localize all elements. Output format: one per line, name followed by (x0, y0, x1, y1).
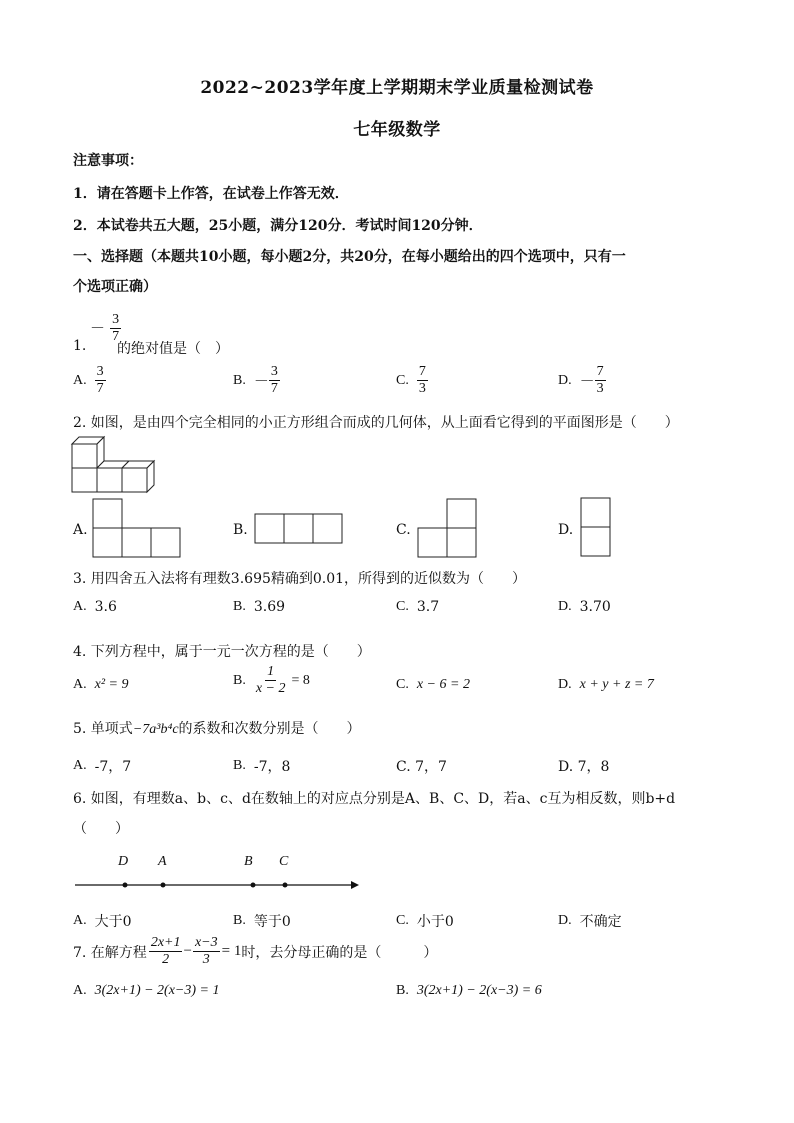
point-a (161, 883, 166, 888)
q4-stem: 4. 下列方程中，属于一元一次方程的是（ ） (73, 644, 371, 660)
q1-fraction: － $\frac{3}{7}$ (90, 312, 120, 345)
q7-option-b[interactable]: B. 3(2x+1) − 2(x−3) = 6 (396, 983, 542, 998)
q5-option-c[interactable]: C. 7，7 (396, 759, 447, 775)
q4-option-c[interactable]: C. x − 6 = 2 (396, 677, 470, 692)
q5-option-a[interactable]: A. -7，7 (73, 758, 132, 775)
q2-option-a-label[interactable]: A. (73, 522, 88, 538)
q2-option-a-figure[interactable] (93, 499, 181, 557)
q3-option-c[interactable]: C. 3.7 (396, 599, 440, 615)
q3-option-a[interactable]: A. 3.6 (73, 599, 117, 615)
q1-number: 1. (73, 338, 87, 354)
q6-option-d[interactable]: D. 不确定 (558, 913, 622, 930)
q6-option-a[interactable]: A. 大于0 (73, 913, 132, 930)
exam-title: 2022~2023学年度上学期期末学业质量检测试卷 (200, 78, 594, 98)
q6-number-line (75, 850, 360, 895)
q2-option-c-figure[interactable] (418, 499, 478, 557)
point-label-c: C (279, 854, 289, 869)
point-label-a: A (158, 854, 167, 869)
q3-option-b[interactable]: B. 3.69 (233, 599, 286, 615)
q1-option-a[interactable]: A. $\frac{3}{7}$ (73, 364, 104, 397)
q2-option-b-label[interactable]: B. (233, 522, 248, 538)
point-label-d: D (118, 854, 129, 869)
exam-subtitle: 七年级数学 (353, 120, 441, 140)
q3-option-d[interactable]: D. 3.70 (558, 599, 611, 615)
q7-option-a[interactable]: A. 3(2x+1) − 2(x−3) = 1 (73, 983, 220, 998)
axis-arrow (351, 881, 359, 889)
q5-option-d[interactable]: D. 7，8 (558, 759, 610, 775)
q2-option-d-figure[interactable] (581, 498, 611, 556)
q6-paren: （ ） (73, 821, 129, 837)
q5-stem: 5. 单项式−7a³b⁴c的系数和次数分别是（ ） (73, 721, 361, 737)
q2-stem: 2. 如图，是由四个完全相同的小正方形组合而成的几何体，从上面看它得到的平面图形是（ ） (73, 415, 679, 431)
q7-stem: 7. 在解方程 $\frac{2x+1}{2}$ − $\frac{x-3}{3}$ = 1 时，去分母正确的是（ ） (73, 935, 438, 968)
point-c (283, 883, 288, 888)
notes-heading: 注意事项： (73, 153, 143, 169)
q6-option-c[interactable]: C. 小于0 (396, 913, 454, 930)
note-2: 2．本试卷共五大题，25小题，满分120分．考试时间120分钟． (73, 218, 483, 234)
q5-option-b[interactable]: B. -7，8 (233, 758, 291, 775)
q2-option-c-label[interactable]: C. (396, 522, 411, 538)
q2-solid-figure (72, 437, 162, 493)
q1-option-d[interactable]: D. － $\frac{7}{3}$ (558, 364, 604, 397)
point-b (251, 883, 256, 888)
q4-option-a[interactable]: A. x² = 9 (73, 677, 129, 692)
q3-stem: 3. 用四舍五入法将有理数3.695精确到0.01，所得到的近似数为（ ） (73, 571, 527, 587)
section-heading-line2: 个选项正确） (73, 279, 157, 295)
q2-option-b-figure[interactable] (255, 514, 344, 544)
q4-option-b[interactable]: B. $\frac{1}{x - 2}$ = 8 (233, 664, 310, 697)
q2-option-d-label[interactable]: D. (558, 522, 574, 538)
section-heading-line1: 一、选择题（本题共10小题，每小题2分，共20分，在每小题给出的四个选项中，只有一 (73, 249, 626, 265)
q6-stem: 6. 如图，有理数a、b、c、d在数轴上的对应点分别是A、B、C、D，若a、c互为相反数，则b+d (73, 791, 676, 807)
q6-option-b[interactable]: B. 等于0 (233, 913, 291, 930)
q5-monomial: −7a³b⁴c (132, 722, 179, 737)
note-1: 1．请在答题卡上作答，在试卷上作答无效． (73, 186, 349, 202)
q1-stem: 的绝对值是（ ） (117, 341, 229, 357)
point-label-b: B (244, 854, 253, 869)
q1-option-b[interactable]: B. － $\frac{3}{7}$ (233, 364, 278, 397)
point-d (123, 883, 128, 888)
q4-option-d[interactable]: D. x + y + z = 7 (558, 677, 654, 692)
q1-option-c[interactable]: C. $\frac{7}{3}$ (396, 364, 426, 397)
